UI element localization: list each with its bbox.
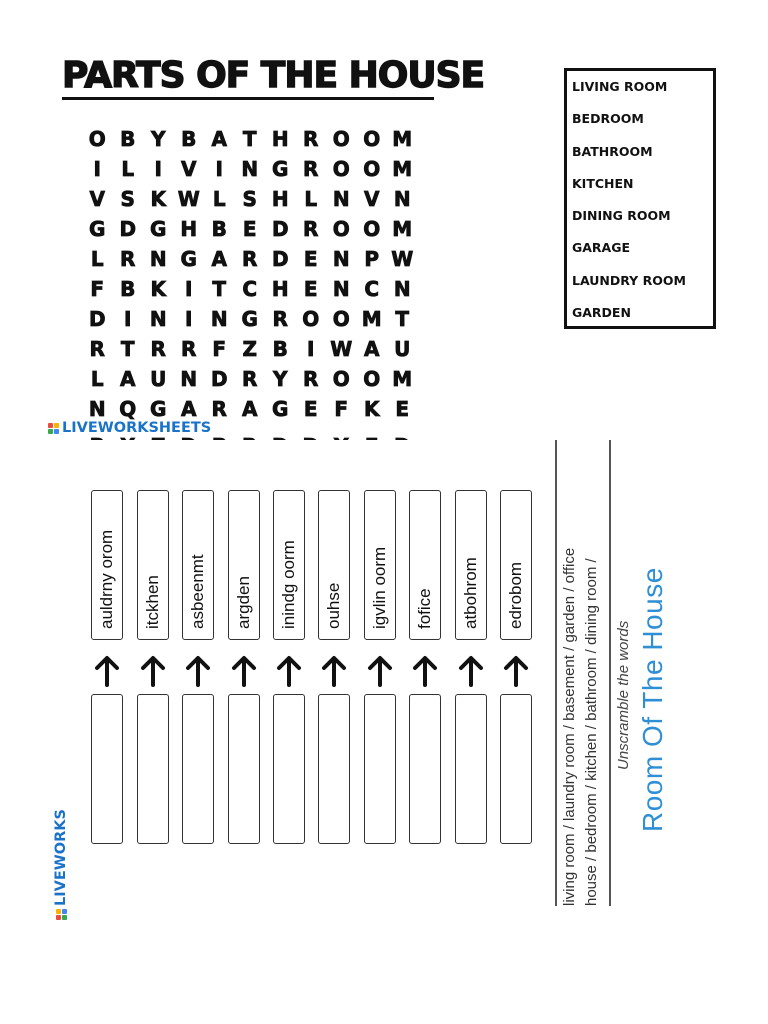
liveworksheets-logo [48, 420, 211, 436]
grid-letter: O [363, 367, 381, 391]
answer-box[interactable] [273, 694, 305, 844]
unscramble-subtitle: Unscramble the words [615, 620, 632, 770]
grid-letter: C [242, 277, 258, 301]
grid-letter: I [124, 307, 132, 331]
grid-letter: S [242, 187, 257, 211]
grid-letter: A [364, 337, 380, 361]
grid-letter: D [119, 217, 137, 241]
grid-letter: L [304, 187, 318, 211]
word-list-item: LIVING ROOM [572, 79, 668, 94]
grid-letter: B [181, 127, 197, 151]
grid-letter: R [303, 217, 319, 241]
grid-letter: M [392, 217, 413, 241]
grid-letter: E [303, 397, 318, 421]
grid-letter: B [272, 337, 288, 361]
grid-letter: V [181, 157, 197, 181]
arrow-down-icon [183, 654, 213, 688]
grid-letter: M [361, 307, 382, 331]
grid-letter: G [89, 217, 106, 241]
answer-box[interactable] [364, 694, 396, 844]
unscramble-row [137, 440, 171, 906]
arrow-down-icon [319, 654, 349, 688]
grid-letter: N [393, 277, 411, 301]
grid-letter: O [363, 217, 381, 241]
grid-letter: O [332, 217, 350, 241]
grid-letter: N [210, 307, 228, 331]
arrow-down-icon [456, 654, 486, 688]
word-list-item: DINING ROOM [572, 208, 671, 224]
grid-letter: M [392, 157, 413, 181]
unscramble-row [364, 440, 398, 906]
grid-letter: R [120, 247, 136, 271]
grid-letter: G [272, 157, 289, 181]
grid-letter: R [242, 247, 258, 271]
liveworksheets-logo-vertical [52, 800, 70, 920]
grid-letter: R [181, 337, 197, 361]
grid-letter: K [150, 277, 166, 301]
word-list-item: BATHROOM [572, 143, 653, 159]
answer-box[interactable] [500, 694, 532, 844]
grid-letter: V [89, 187, 105, 211]
grid-letter: W [177, 187, 200, 211]
grid-letter: D [271, 247, 289, 271]
grid-letter: K [150, 187, 166, 211]
grid-letter: O [332, 127, 350, 151]
grid-letter: H [271, 187, 289, 211]
grid-letter: F [212, 337, 227, 361]
grid-letter: G [180, 247, 197, 271]
liveworksheets-icon [48, 423, 59, 434]
grid-letter: I [185, 277, 193, 301]
grid-letter: A [181, 397, 197, 421]
worksheet-title: PARTS OF THE HOUSE [62, 56, 434, 100]
word-list-item: GARDEN [572, 305, 631, 321]
grid-letter: R [303, 127, 319, 151]
grid-letter: T [212, 277, 227, 301]
grid-letter: W [330, 337, 353, 361]
grid-letter: R [303, 367, 319, 391]
word-list-item: GARAGE [572, 240, 631, 256]
unscramble-row [228, 440, 262, 906]
grid-letter: T [120, 337, 135, 361]
liveworksheets-icon [56, 909, 67, 920]
grid-letter: O [363, 157, 381, 181]
grid-letter: L [90, 247, 104, 271]
word-list-item: LAUNDRY ROOM [572, 272, 686, 288]
grid-letter: F [334, 397, 349, 421]
unscramble-row [318, 440, 352, 906]
grid-letter: C [364, 277, 380, 301]
grid-letter: I [185, 307, 193, 331]
grid-letter: G [150, 217, 167, 241]
answer-box[interactable] [228, 694, 260, 844]
grid-letter: Z [242, 337, 257, 361]
arrow-down-icon [229, 654, 259, 688]
scrambled-word: ouhse [318, 490, 350, 640]
unscramble-row [273, 440, 307, 906]
grid-letter: S [120, 187, 135, 211]
word-list-box [564, 68, 716, 329]
grid-letter: R [242, 367, 258, 391]
grid-letter: A [242, 397, 258, 421]
divider-line [609, 440, 611, 906]
grid-letter: O [332, 157, 350, 181]
grid-letter: E [303, 277, 318, 301]
grid-letter: R [272, 307, 288, 331]
unscramble-row [455, 440, 489, 906]
grid-letter: O [88, 127, 106, 151]
word-list-item: KITCHEN [572, 175, 634, 191]
grid-letter: R [211, 397, 227, 421]
grid-letter: G [272, 397, 289, 421]
liveworksheets-logo-text: LIVEWORKS [53, 809, 69, 906]
scrambled-word: edrobom [500, 490, 532, 640]
grid-letter: A [211, 127, 227, 151]
grid-letter: G [241, 307, 258, 331]
grid-letter: N [332, 187, 350, 211]
unscramble-row [409, 440, 443, 906]
unscramble-title: Room Of The House [637, 567, 668, 832]
grid-letter: E [242, 217, 257, 241]
scrambled-word: atbohrom [455, 490, 487, 640]
grid-letter: U [394, 337, 411, 361]
grid-letter: I [215, 157, 223, 181]
grid-letter: O [332, 367, 350, 391]
grid-letter: O [302, 307, 320, 331]
word-search-grid [82, 124, 418, 454]
grid-letter: N [332, 277, 350, 301]
grid-letter: V [364, 187, 380, 211]
scrambled-word: igvlin oorm [364, 490, 396, 640]
grid-letter: Y [273, 367, 288, 391]
grid-letter: G [150, 397, 167, 421]
arrow-down-icon [138, 654, 168, 688]
grid-letter: R [303, 157, 319, 181]
grid-letter: B [211, 217, 227, 241]
grid-letter: N [149, 307, 167, 331]
grid-letter: I [307, 337, 315, 361]
grid-letter: O [363, 127, 381, 151]
grid-letter: P [364, 247, 380, 271]
grid-letter: N [180, 367, 198, 391]
grid-letter: I [93, 157, 101, 181]
grid-letter: I [154, 157, 162, 181]
answer-box[interactable] [137, 694, 169, 844]
grid-letter: H [271, 277, 289, 301]
unscramble-row [182, 440, 216, 906]
grid-letter: T [242, 127, 257, 151]
unscramble-section [70, 440, 700, 906]
grid-letter: U [150, 367, 167, 391]
arrow-down-icon [274, 654, 304, 688]
word-bank-line-2: living room / laundry room / basement / garden / office [561, 547, 578, 906]
grid-letter: E [395, 397, 410, 421]
grid-letter: H [180, 217, 198, 241]
grid-letter: Y [151, 127, 166, 151]
arrow-down-icon [501, 654, 531, 688]
grid-letter: K [364, 397, 380, 421]
answer-box[interactable] [409, 694, 441, 844]
grid-letter: A [120, 367, 136, 391]
arrow-down-icon [92, 654, 122, 688]
arrow-down-icon [365, 654, 395, 688]
grid-letter: R [89, 337, 105, 361]
arrow-down-icon [410, 654, 440, 688]
grid-letter: N [149, 247, 167, 271]
grid-letter: T [395, 307, 410, 331]
grid-letter: F [90, 277, 105, 301]
answer-box[interactable] [455, 694, 487, 844]
grid-letter: O [332, 307, 350, 331]
grid-letter: D [88, 307, 106, 331]
grid-letter: B [120, 277, 136, 301]
grid-letter: L [90, 367, 104, 391]
grid-letter: B [120, 127, 136, 151]
grid-letter: M [392, 367, 413, 391]
grid-letter: Q [119, 397, 137, 421]
grid-letter: L [121, 157, 135, 181]
grid-letter: M [392, 127, 413, 151]
grid-letter: D [210, 367, 228, 391]
divider-line [555, 440, 557, 906]
grid-letter: N [88, 397, 106, 421]
grid-letter: N [241, 157, 259, 181]
answer-box[interactable] [318, 694, 350, 844]
grid-letter: H [271, 127, 289, 151]
grid-letter: W [391, 247, 414, 271]
scrambled-word: fofice [409, 490, 441, 640]
liveworksheets-logo-text: LIVEWORKSHEETS [62, 420, 212, 436]
word-bank-line-1: house / bedroom / kitchen / bathroom / dining room / [583, 558, 600, 906]
scrambled-word: itckhen [137, 490, 169, 640]
scrambled-word: asbeenmt [182, 490, 214, 640]
grid-letter: N [393, 187, 411, 211]
word-list-item: BEDROOM [572, 111, 644, 127]
grid-letter: E [303, 247, 318, 271]
answer-box[interactable] [182, 694, 214, 844]
grid-letter: A [211, 247, 227, 271]
grid-letter: N [332, 247, 350, 271]
unscramble-row [500, 440, 534, 906]
grid-letter: D [271, 217, 289, 241]
answer-box[interactable] [91, 694, 123, 844]
scrambled-word: argden [228, 490, 260, 640]
scrambled-word: inindg oorm [273, 490, 305, 640]
scrambled-word: auldrny orom [91, 490, 123, 640]
grid-letter: L [212, 187, 226, 211]
grid-letter: R [150, 337, 166, 361]
unscramble-row [91, 440, 125, 906]
